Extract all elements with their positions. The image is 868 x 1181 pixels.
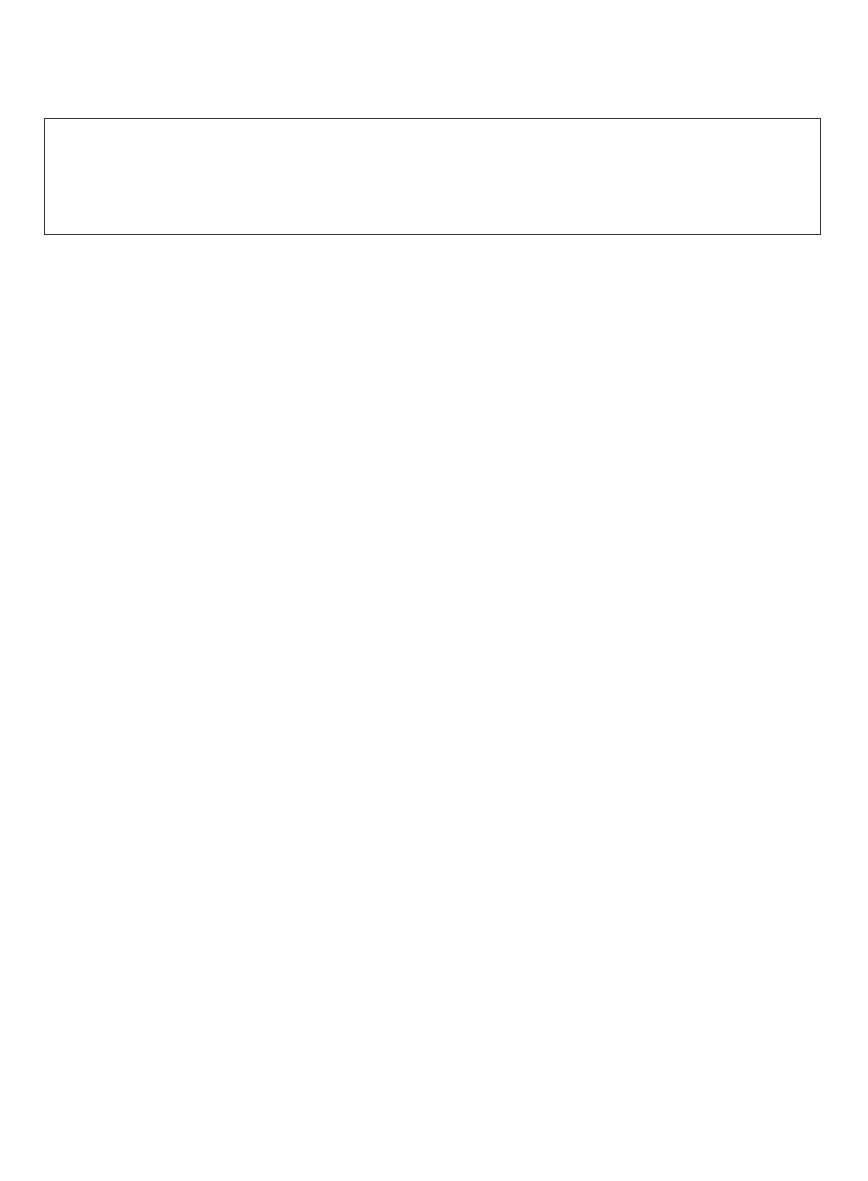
- page-footer: [812, 1140, 820, 1158]
